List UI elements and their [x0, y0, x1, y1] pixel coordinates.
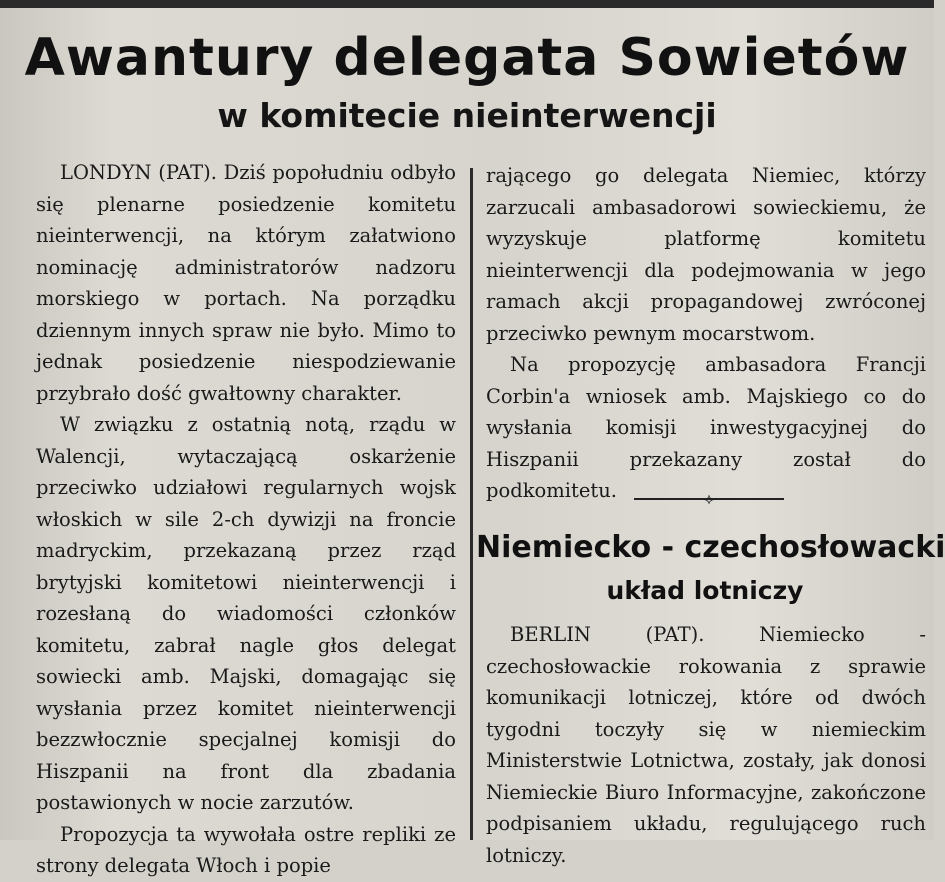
second-article-body-column	[486, 619, 926, 867]
second-article-body: BERLIN (PAT). Niemiecko - czechosłowackie rokowania z sprawie komunikacji lotniczej, które od dwóch tygodni toczyły się w niemieckim Ministerstwie Lotnictwa, zostały, jak donosi Niemieckie Biuro Informacyjne, zakończone podpisaniem układu, regulującego ruch lotniczy.	[486, 623, 926, 867]
paragraph-3: Propozycja ta wywołała ostre repliki ze strony delegata Włoch i popie	[36, 822, 456, 877]
paragraph-1: LONDYN (PAT). Dziś popołudniu odbyło się plenarne posiedzenie komitetu nieinterwencji, na którym załatwiono nominację administratorów nadzoru morskiego w portach. Na porządku dziennym innych spraw nie było. Mimo to jednak posiedzenie niespodziewanie przybrało dość gwałtowny charakter.	[36, 161, 456, 405]
section-ornament	[634, 484, 784, 514]
second-article-title: Niemiecko - czechosłowacki	[476, 530, 945, 565]
subheadline: w komitecie nieinterwencji	[217, 96, 717, 135]
ornament-icon: ⟡	[703, 489, 715, 508]
paragraph-4: rającego go delegata Niemiec, którzy zarzucali ambasadorowi sowieckiemu, że wyzyskuje platformę komitetu nieinterwencji dla podejmowania w jego ramach akcji propagandowej zwróconej przeciwko pewnym mocarstwom.	[486, 164, 926, 345]
second-article-subtitle: układ lotniczy	[606, 576, 804, 605]
paragraph-5: Na propozycję ambasadora Francji Corbin'a wniosek amb. Majskiego co do wysłania komisji inwestygacyjnej do Hiszpanii przekazany został do podkomitetu.	[486, 353, 926, 502]
headline: Awantury delegata Sowietów	[24, 28, 910, 88]
left-column	[36, 157, 456, 877]
column-divider	[470, 168, 473, 840]
paragraph-2: W związku z ostatnią notą, rządu w Walencji, wytaczającą oskarżenie przeciwko udziałowi regularnych wojsk włoskich w sile 2-ch dywizji na froncie madryckim, przekazaną przez rząd brytyjski komitetowi nieinterwencji i rozesłaną do wiadomości członków komitetu, zabrał nagle głos delegat sowiecki amb. Majski, domagając się wysłania przez komitet nieinterwencji bezzwłocznie specjalnej komisji do Hiszpanii na front dla zbadania postawionych w nocie zarzutów.	[36, 413, 456, 814]
top-rule	[0, 0, 934, 8]
right-column	[486, 160, 926, 502]
